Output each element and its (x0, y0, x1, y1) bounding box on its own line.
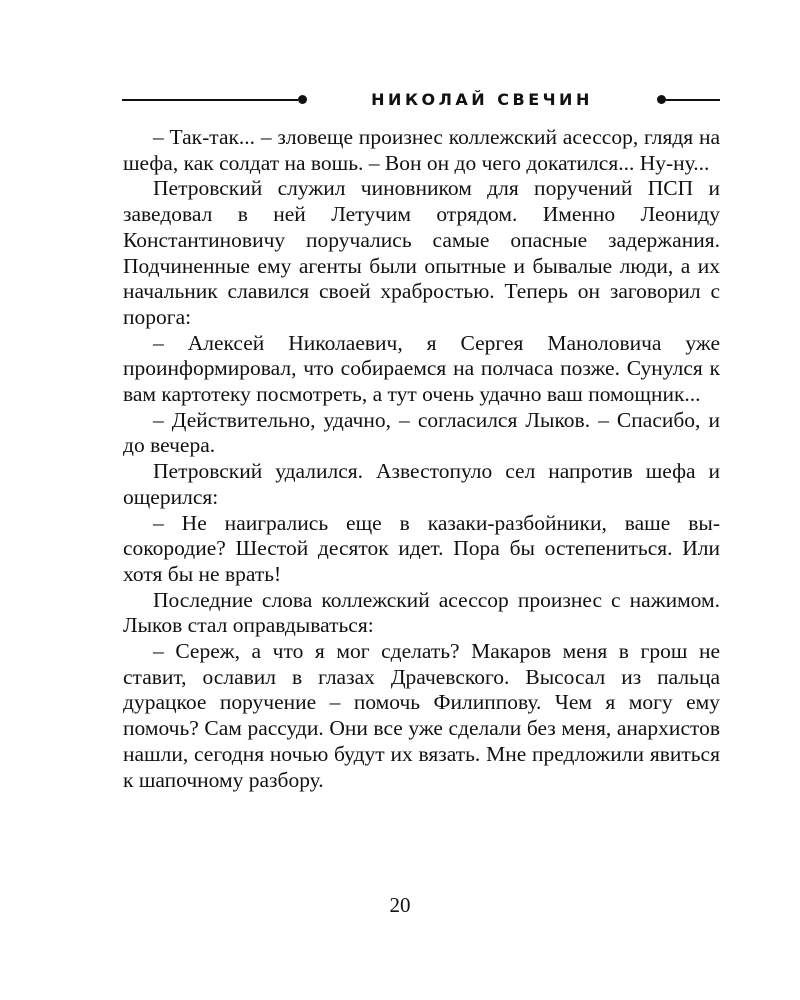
paragraph: Последние слова коллежский асессор произнес с нажимом. Лыков стал оправдываться: (123, 587, 720, 638)
page-body (123, 125, 720, 793)
paragraph: – Не наигрались еще в казаки-разбойники, ваше высокородие? Шестой десяток идет. Пора бы остепениться. Или хотя бы не врать! (123, 510, 720, 586)
page-number: 20 (389, 893, 411, 917)
paragraph: – Действительно, удачно, – согласился Лыков. – Спасибо, и до вечера. (123, 407, 720, 458)
paragraph: – Алексей Николаевич, я Сергея Маноловича уже проинформировал, что собираемся на полчаса позже. Сунулся к вам картотеку посмотреть, а тут очень удачно ваш помощник... (123, 330, 720, 407)
header-rule-right (663, 99, 720, 101)
paragraph: – Так-так... – зловеще произнес коллежский асессор, глядя на шефа, как солдат на вошь. – Вон он до чего докатился... Ну-ну... (123, 125, 720, 175)
running-header (122, 86, 720, 114)
header-rule-left (122, 99, 298, 101)
paragraph: Петровский удалился. Азвестопуло сел напротив шефа и ощерился: (123, 459, 720, 509)
paragraph: – Сереж, а что я мог сделать? Макаров меня в грош не ставит, ославил в глазах Драчевского. Высосал из пальца дурацкое поручение – помочь Филиппову. Чем я могу ему помочь? Сам рассуди. Они все уже сделали без меня, анархистов нашли, сегодня ночью будут их вязать. Мне предложили явиться к шапочному разбору. (123, 639, 720, 792)
paragraph: Петровский служил чиновником для поручений ПСП и заведовал в ней Летучим отрядом. Именно Леониду Константиновичу поручались самые опасные задержания. Подчиненные ему агенты были опытные и бывалые люди, а их начальник славился своей храбростью. Теперь он заговорил с порога: (123, 176, 720, 329)
header-dot-left (298, 95, 307, 104)
author-name: НИКОЛАЙ СВЕЧИН (371, 90, 593, 109)
